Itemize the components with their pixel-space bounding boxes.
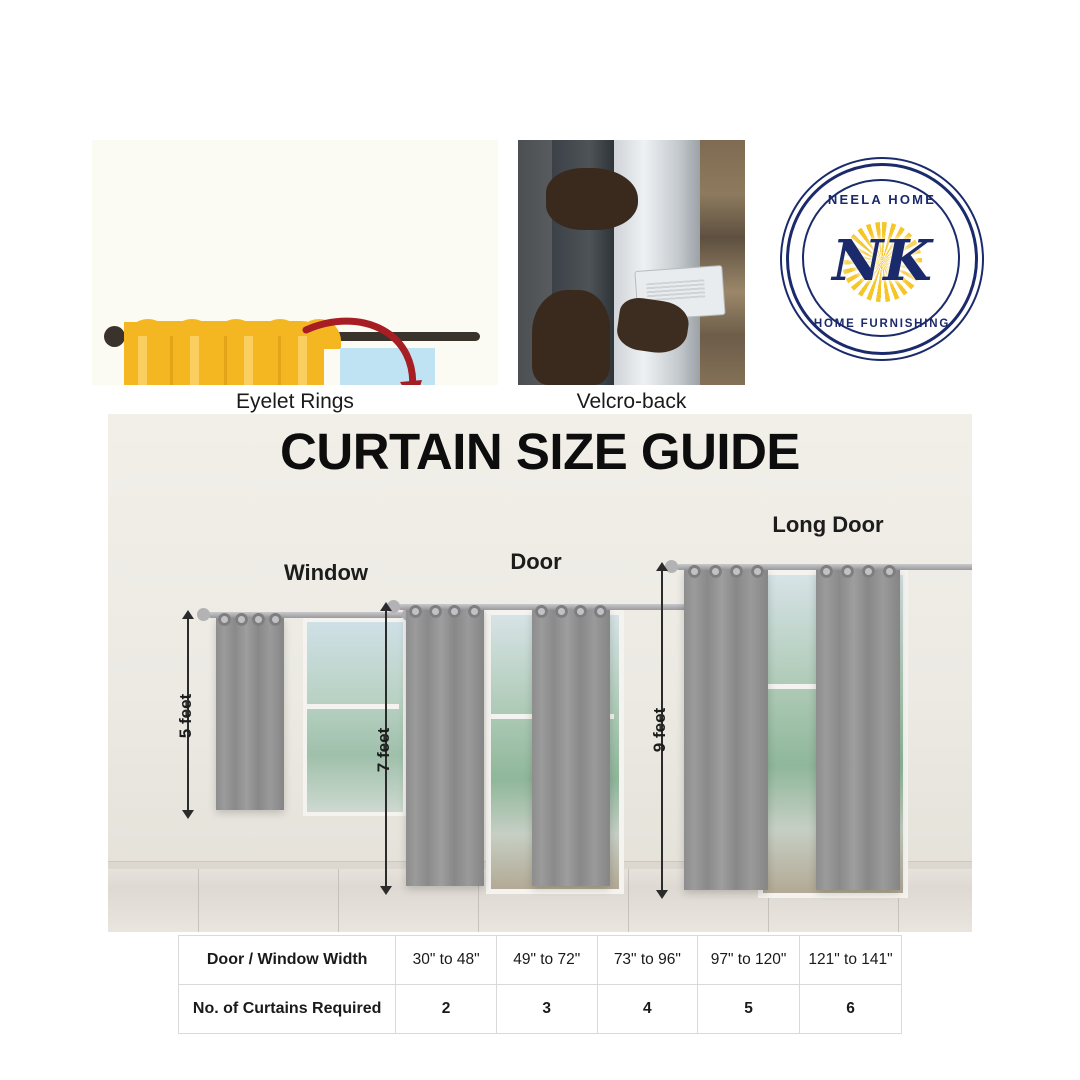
grommet-icon	[730, 565, 743, 578]
hand-lower	[532, 290, 610, 385]
table-cell: 49" to 72"	[496, 936, 597, 985]
long-door-grommet-row-right	[816, 564, 900, 578]
grommet-icon	[535, 605, 548, 618]
grommet-icon	[269, 613, 282, 626]
grommet-icon	[594, 605, 607, 618]
grommet-icon	[841, 565, 854, 578]
grommet-icon	[688, 565, 701, 578]
page-title: CURTAIN SIZE GUIDE	[280, 423, 800, 480]
long-door-grommet-row-left	[684, 564, 768, 578]
eyelet-caption: Eyelet Rings	[236, 390, 354, 413]
logo-tagline: HOME FURNISHING	[813, 318, 951, 330]
grommet-icon	[252, 613, 265, 626]
table-cell: 30" to 48"	[396, 936, 497, 985]
hand-upper	[546, 168, 638, 230]
curtain-fold	[224, 336, 227, 385]
row-header-count: No. of Curtains Required	[179, 985, 396, 1034]
table-cell: 97" to 120"	[698, 936, 800, 985]
velcro-caption: Velcro-back	[576, 390, 687, 413]
background-shelf	[699, 140, 745, 385]
grommet-icon	[555, 605, 568, 618]
grommet-icon	[751, 565, 764, 578]
door-grommet-row-left	[406, 604, 484, 618]
scene-label-window: Window	[283, 560, 369, 585]
curtain-fold	[278, 336, 281, 385]
door-dimension-arrow-top	[380, 602, 392, 611]
curtain-size-guide	[108, 414, 972, 932]
curtain-fold	[244, 336, 253, 385]
eyelet-illustration-card	[92, 140, 498, 385]
scene-label-long-door: Long Door	[772, 512, 884, 537]
table-cell: 3	[496, 985, 597, 1034]
table-cell: 2	[396, 985, 497, 1034]
long-door-curtain-panel-right	[816, 570, 900, 890]
door-curtain-panel-left	[406, 610, 484, 886]
velcro-photo-card	[518, 140, 745, 385]
long-door-dimension-label: 9 feet	[650, 707, 669, 753]
top-section	[0, 0, 1080, 420]
table-cell: 73" to 96"	[597, 936, 698, 985]
door-dimension-arrow-bottom	[380, 886, 392, 895]
window-grommet-row	[216, 612, 284, 626]
grommet-icon	[883, 565, 896, 578]
grommet-icon	[820, 565, 833, 578]
door-curtain-panel-right	[532, 610, 610, 886]
long-door-dimension-arrow-bottom	[656, 890, 668, 899]
door-grommet-row-right	[532, 604, 610, 618]
row-header-width: Door / Window Width	[179, 936, 396, 985]
curtain-fold	[170, 336, 173, 385]
logo-monogram: NK	[832, 228, 932, 294]
grommet-icon	[468, 605, 481, 618]
grommet-icon	[235, 613, 248, 626]
table-row	[179, 936, 902, 985]
door-dimension-label: 7 feet	[374, 727, 393, 773]
table-cell: 121" to 141"	[800, 936, 902, 985]
long-door-dimension-arrow-top	[656, 562, 668, 571]
table-row	[179, 985, 902, 1034]
grommet-icon	[409, 605, 422, 618]
grommet-icon	[709, 565, 722, 578]
brand-logo	[786, 163, 978, 355]
window-curtain-panel	[216, 618, 284, 810]
grommet-icon	[862, 565, 875, 578]
table-cell: 5	[698, 985, 800, 1034]
grommet-icon	[429, 605, 442, 618]
grommet-icon	[218, 613, 231, 626]
table-cell: 6	[800, 985, 902, 1034]
size-reference-table	[178, 935, 902, 1034]
table-cell: 4	[597, 985, 698, 1034]
scene-label-door: Door	[510, 549, 562, 574]
logo-brand-name: NEELA HOME	[827, 192, 937, 207]
window-dimension-arrow-top	[182, 610, 194, 619]
window-dimension-label: 5 feet	[176, 693, 195, 739]
curtain-fold	[138, 336, 147, 385]
window-dimension-arrow-bottom	[182, 810, 194, 819]
pointer-arrow-icon	[300, 312, 440, 385]
long-door-curtain-panel-left	[684, 570, 768, 890]
grommet-icon	[574, 605, 587, 618]
grommet-icon	[448, 605, 461, 618]
curtain-fold	[190, 336, 199, 385]
curtain-rod-finial	[104, 326, 125, 347]
